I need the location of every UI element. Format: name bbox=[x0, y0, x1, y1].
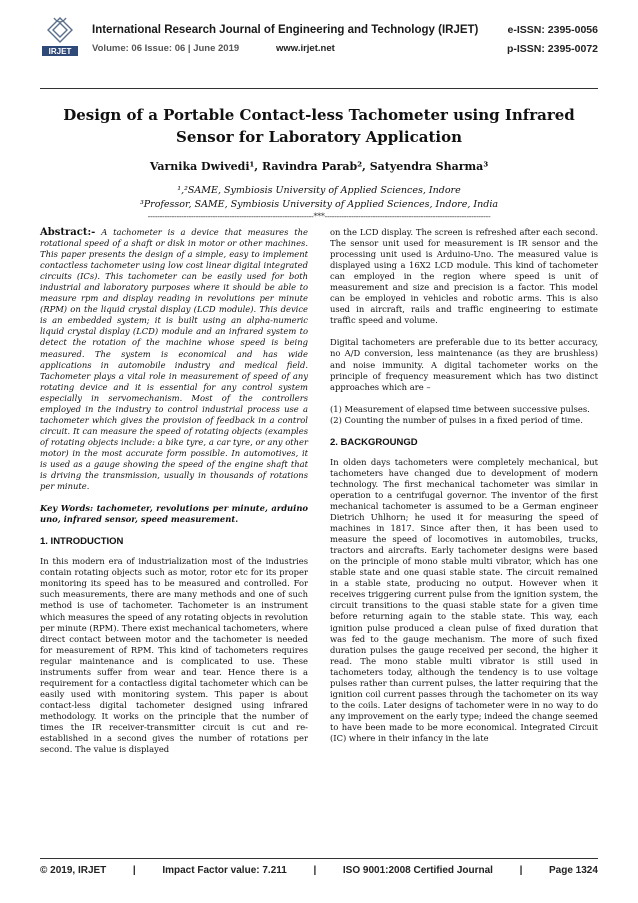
abstract bbox=[40, 227, 308, 492]
footer-page-number: Page 1324 bbox=[548, 865, 598, 876]
header-rule bbox=[40, 88, 598, 89]
approach-item-1: (1) Measurement of elapsed time between successive pulses. bbox=[330, 403, 590, 414]
section-heading-background: 2. BACKGROUNGD bbox=[330, 436, 418, 448]
p-issn: p-ISSN: 2395-0072 bbox=[506, 43, 598, 55]
e-issn: e-ISSN: 2395-0056 bbox=[507, 24, 598, 36]
footer-separator: | bbox=[519, 865, 523, 876]
keywords-label: Key Words bbox=[40, 503, 91, 514]
footer-rule bbox=[40, 858, 598, 859]
footer-iso: ISO 9001:2008 Certified Journal bbox=[342, 865, 493, 876]
journal-header bbox=[40, 14, 598, 62]
svg-text:IRJET: IRJET bbox=[48, 47, 72, 56]
journal-name: International Research Journal of Engineering and Technology (IRJET) bbox=[92, 24, 479, 36]
left-column bbox=[40, 227, 308, 755]
journal-website: www.irjet.net bbox=[276, 43, 335, 54]
separator-line: ---------------------------------------------------------------------***--------------------------------------------------------------------- bbox=[147, 212, 491, 221]
right-column bbox=[330, 227, 598, 744]
abstract-text: A tachometer is a device that measures the rotational speed of a shaft or disk in motor or other machines. This paper presents the design of a simple, easy to implement contactless tachometer using low cost linear digital integrated circuits (ICs). This tachometer can be easily used for both industrial and laboratory purposes where it should be able to measure rpm and display reading in revolutions per minute (RPM) on the liquid crystal display (LCD module). This device is an embedded system; it is built using an alpha-numeric liquid crystal display (LCD) module and an infrared system to detect the rotation of the machine whose speed is being measured. The system is economical and has wide applications in automobile industry and medical field. Tachometer plays a vital role in measurement of speed of any rotating device and it is essential for any control system especially in servomechanism. Most of the controllers employed in the industry to control industrial process use a tachometer which gives the provision of feedback in a control circuit. It can measure the speed of rotating objects (examples of rotating objects include: a bike tyre, a car tyre, or any other motor) in the most accurate form possible. In automotives, it is used as a gauge showing the speed of the engine shaft that is driving the transmission, usually in thousands of rotations per minute. bbox=[40, 227, 308, 492]
approach-item-2: (2) Counting the number of pulses in a fixed period of time. bbox=[330, 414, 583, 425]
abstract-label: Abstract:- bbox=[40, 227, 96, 238]
background-text: In olden days tachometers were completely mechanical, but tachometers have changed due to development of modern technology. The first mechanical tachometer was similar in operation to a centrifugal governor. The inventor of the first mechanical tachometer is assumed to be a German engineer Dietrich Uhlhorn; he used it for measuring the speed of machines in 1817. Since after then, it has been used to measure the speed of locomotives in automobiles, trucks, tractors and aircrafts. Early tachometer designs were based on the principle of mono stable multi vibrator, which has one stable state and one quasi stable state. The circuit remained in a stable state, producing no output. However when it receives triggering current pulse from the ignition system, the circuit transitions to the quasi stable state for a given time before returning again to the stable state. This way, each ignition pulse produced a clean pulse of fixed duration that was fed to the gauge mechanism. The more of such fixed duration pulses the gauge received per second, the higher it read. The mono stable multi vibrator is still used in tachometers today, although the tendency is to use voltage pulses rather than current pulses, the latter requiring that the ignition coil current passes through the tachometer on its way to the coils. Later designs of tachometer were in no way to do any improvement on the early type; indeed the change seemed to have been made to be more economical. Integrated Circuit (IC) where in their infancy in the late bbox=[330, 456, 598, 743]
digital-tachometer-text: Digital tachometers are preferable due to its better accuracy, no A/D conversion, less maintenance (as they are brushless) and noise immunity. A digital tachometer works on the principle of frequency measurement which has two distinct approaches which are – bbox=[330, 337, 598, 392]
keywords bbox=[40, 503, 308, 525]
affiliation-1: ¹,²SAME, Symbiosis University of Applied Sciences, Indore bbox=[177, 185, 461, 196]
section-heading-introduction: 1. INTRODUCTION bbox=[40, 536, 124, 548]
introduction-continued-text: on the LCD display. The screen is refreshed after each second. The sensor unit used for measurement is IR sensor and the processing unit used is Arduino-Uno. The measured value is displayed using a 16X2 LCD module. This kind of tachometer can employed in the region where speed is unit of measurement and size and precision is a factor. This model can be employed in vehicles and robotic arms. This is also used in aircraft, rails and traffic engineering to estimate traffic speed and volume. bbox=[330, 227, 598, 326]
introduction-text: In this modern era of industrialization most of the industries contain rotating objects such as motor, rotor etc for its proper monitoring its speed has to be measured and controlled. For such measurements, there are many methods and one of such method is use of tachometer. Tachometer is an instrument which measures the speed of any rotating objects in revolution per minute (RPM). There exist mechanical tachometers, where direct contact between motor and the tachometer is needed for measurement of RPM. This kind of tachometers requires regular maintenance and is complicated to use. These instruments suffer from wear and tear. Hence there is a requirement for a contactless digital tachometer which can be easily used with monitoring system. This paper is about contact-less digital tachometer designed using infrared methodology. It works on the principle that the number of times the IR receiver-transmitter circuit is cut and re-established in a second gives the number of rotations per second. The value is displayed bbox=[40, 556, 308, 755]
volume-info: Volume: 06 Issue: 06 | June 2019 bbox=[92, 43, 240, 54]
footer-separator: | bbox=[313, 865, 317, 876]
footer-copyright: © 2019, IRJET bbox=[40, 865, 107, 876]
footer-separator: | bbox=[132, 865, 136, 876]
affiliation-2: ³Professor, SAME, Symbiosis University of Applied Sciences, Indore, India bbox=[139, 199, 499, 210]
keywords-text: : tachometer, revolutions per minute, arduino uno, infrared sensor, speed measurement. bbox=[40, 503, 308, 525]
irjet-logo-icon bbox=[40, 14, 80, 58]
footer-impact-factor: Impact Factor value: 7.211 bbox=[162, 865, 287, 876]
paper-title: Design of a Portable Contact-less Tachometer using Infrared Sensor for Laboratory Application bbox=[63, 106, 575, 146]
page-footer bbox=[40, 865, 598, 876]
paper-authors: Varnika Dwivedi¹, Ravindra Parab², Satyendra Sharma³ bbox=[149, 160, 489, 173]
